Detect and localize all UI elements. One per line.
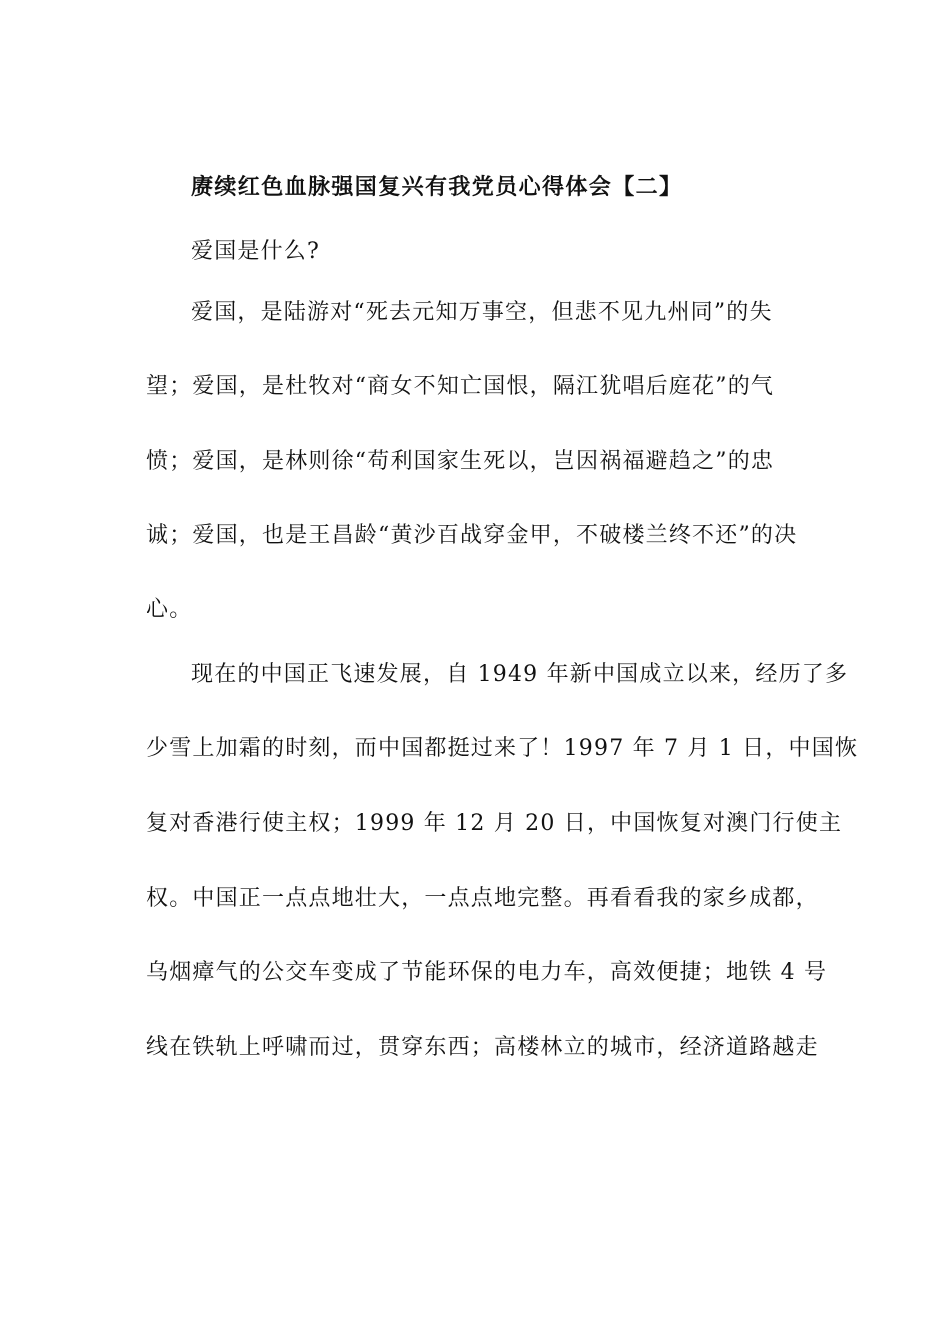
paragraph-line: 心。 xyxy=(146,597,193,622)
paragraph-line: 望；爱国，是杜牧对“商女不知亡国恨，隔江犹唱后庭花”的气 xyxy=(146,374,775,399)
paragraph-line: 权。中国正一点点地壮大，一点点地完整。再看看我的家乡成都， xyxy=(146,886,819,911)
paragraph-line: 线在铁轨上呼啸而过，贯穿东西；高楼林立的城市，经济道路越走 xyxy=(146,1035,819,1060)
paragraph-line: 现在的中国正飞速发展，自 1949 年新中国成立以来，经历了多 xyxy=(191,662,849,687)
paragraph-line: 爱国，是陆游对“死去元知万事空，但悲不见九州同”的失 xyxy=(191,300,773,325)
paragraph-line: 诚；爱国，也是王昌龄“黄沙百战穿金甲，不破楼兰终不还”的决 xyxy=(146,523,798,548)
paragraph-line: 乌烟瘴气的公交车变成了节能环保的电力车，高效便捷；地铁 4 号 xyxy=(146,960,828,985)
paragraph-line: 愤；爱国，是林则徐“苟利国家生死以，岂因祸福避趋之”的忠 xyxy=(146,449,775,474)
paragraph-line: 爱国是什么? xyxy=(191,239,320,264)
paragraph-line: 复对香港行使主权；1999 年 12 月 20 日，中国恢复对澳门行使主 xyxy=(146,811,843,836)
document-title: 赓续红色血脉强国复兴有我党员心得体会【二】 xyxy=(191,174,683,200)
paragraph-line: 少雪上加霜的时刻，而中国都挺过来了！1997 年 7 月 1 日，中国恢 xyxy=(146,736,859,761)
